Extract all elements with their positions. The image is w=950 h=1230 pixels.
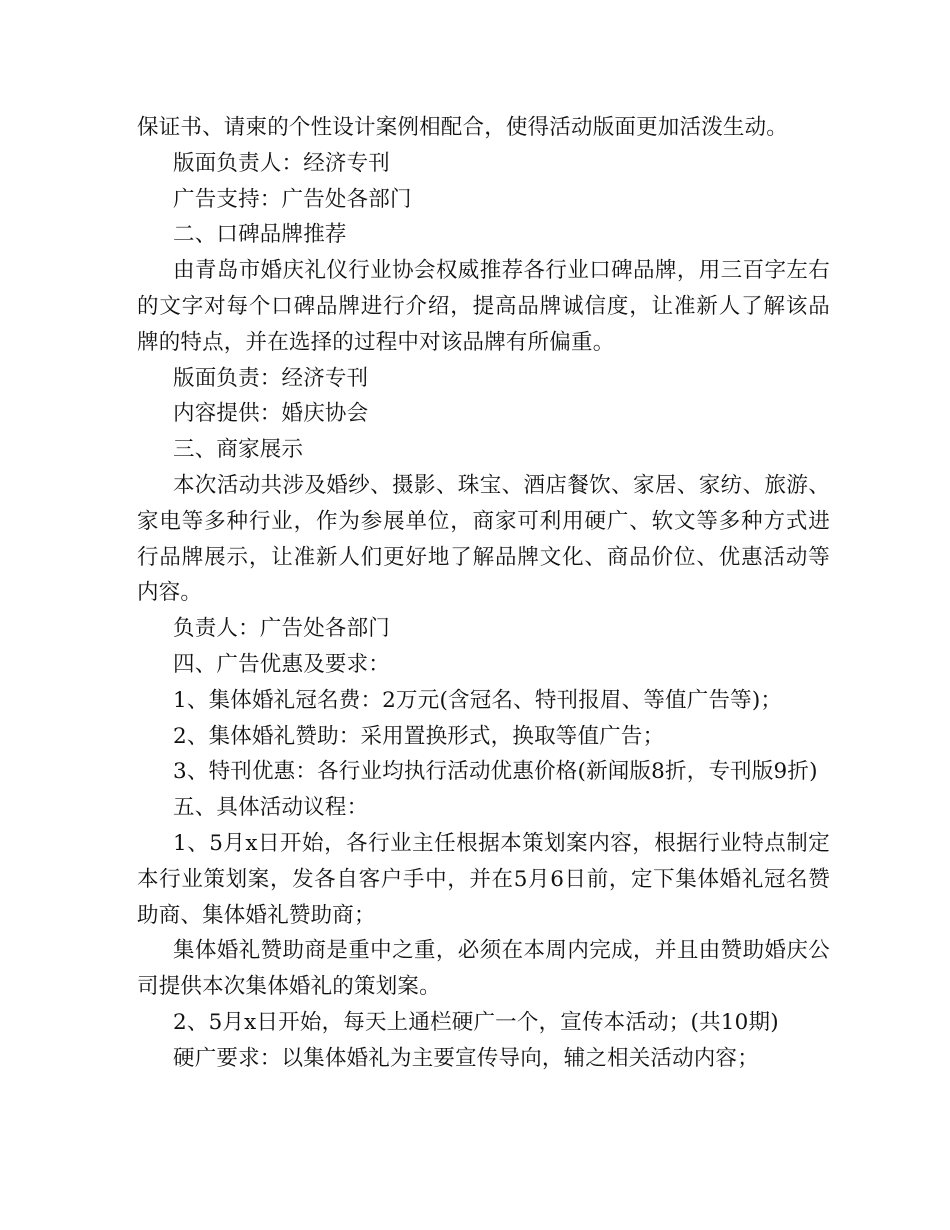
paragraph: 集体婚礼赞助商是重中之重，必须在本周内完成，并且由赞助婚庆公司提供本次集体婚礼的策划案。	[137, 938, 830, 1000]
paragraph: 负责人：广告处各部门	[173, 616, 391, 642]
list-item: 2、5月x日开始，每天上通栏硬广一个，宣传本活动；(共10期)	[173, 1009, 779, 1035]
document-body	[137, 110, 830, 1077]
section-heading: 五、具体活动议程：	[173, 795, 369, 821]
list-item: 2、集体婚礼赞助：采用置换形式，换取等值广告；	[173, 723, 665, 749]
section-heading: 二、口碑品牌推荐	[173, 222, 347, 248]
paragraph: 本次活动共涉及婚纱、摄影、珠宝、酒店餐饮、家居、家纺、旅游、家电等多种行业，作为参展单位，商家可利用硬广、软文等多种方式进行品牌展示，让准新人们更好地了解品牌文化、商品价位、优惠活动等内容。	[137, 472, 830, 606]
list-item: 3、特刊优惠：各行业均执行活动优惠价格(新闻版8折，专刊版9折)	[173, 759, 818, 785]
list-item: 1、5月x日开始，各行业主任根据本策划案内容，根据行业特点制定本行业策划案，发各自客户手中，并在5月6日前，定下集体婚礼冠名赞助商、集体婚礼赞助商；	[137, 830, 830, 928]
paragraph: 版面负责：经济专刊	[173, 365, 369, 391]
paragraph: 内容提供：婚庆协会	[173, 401, 369, 427]
paragraph: 广告支持：广告处各部门	[173, 186, 412, 212]
section-heading: 四、广告优惠及要求：	[173, 651, 391, 677]
paragraph: 版面负责人：经济专刊	[173, 150, 391, 176]
list-item: 1、集体婚礼冠名费：2万元(含冠名、特刊报眉、等值广告等)；	[173, 687, 783, 713]
paragraph: 硬广要求：以集体婚礼为主要宣传导向，辅之相关活动内容；	[173, 1045, 759, 1071]
section-heading: 三、商家展示	[173, 437, 304, 463]
paragraph: 由青岛市婚庆礼仪行业协会权威推荐各行业口碑品牌，用三百字左右的文字对每个口碑品牌进行介绍，提高品牌诚信度，让准新人了解该品牌的特点，并在选择的过程中对该品牌有所偏重。	[137, 258, 830, 355]
paragraph: 保证书、请柬的个性设计案例相配合，使得活动版面更加活泼生动。	[137, 115, 789, 140]
